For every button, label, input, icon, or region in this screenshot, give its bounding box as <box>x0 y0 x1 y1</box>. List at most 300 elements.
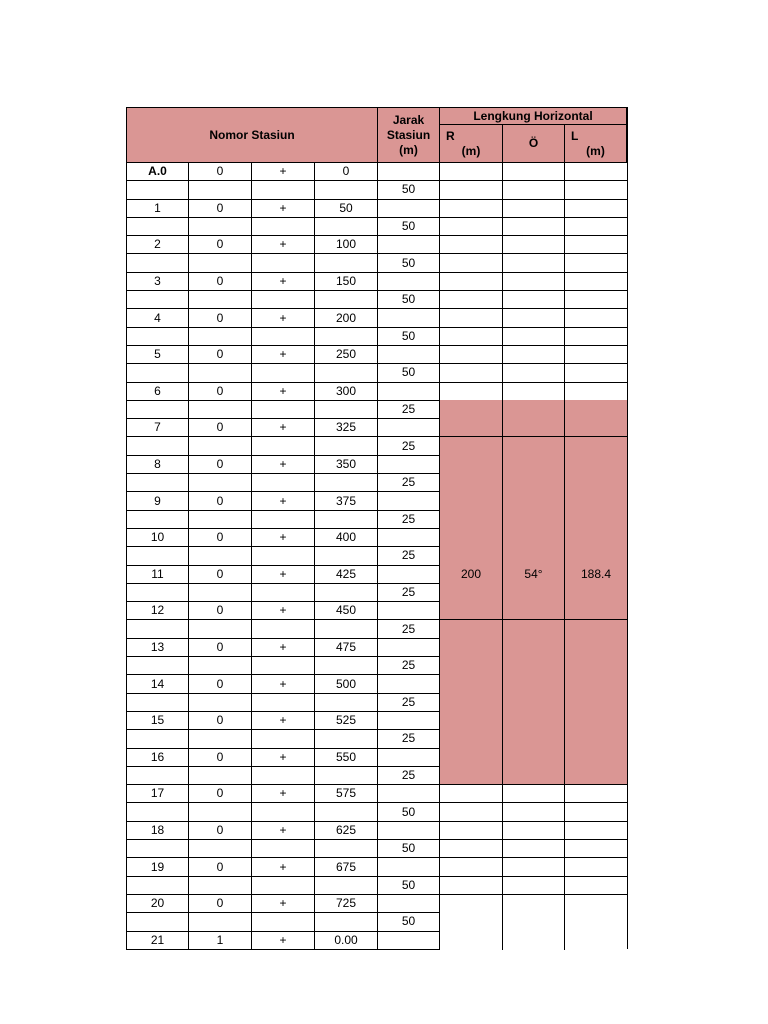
table-cell <box>314 821 377 840</box>
table-cell <box>126 565 188 584</box>
curve-cell <box>502 491 564 510</box>
table-cell <box>126 876 188 895</box>
curve-cell <box>502 217 564 236</box>
curve-cell <box>439 528 502 547</box>
cell-value: 0 <box>216 273 224 288</box>
distance-cell <box>377 857 439 876</box>
table-cell <box>188 748 251 767</box>
table-cell <box>314 693 377 712</box>
curve-cell <box>439 345 502 364</box>
distance-cell <box>377 766 439 785</box>
distance-cell <box>377 839 439 858</box>
table-cell <box>251 528 314 547</box>
cell-value: 0 <box>216 896 224 911</box>
curve-cell <box>564 876 627 895</box>
table-cell <box>188 656 251 675</box>
table-cell <box>188 491 251 510</box>
table-cell <box>251 510 314 529</box>
curve-cell <box>439 235 502 254</box>
cell-value: 13 <box>150 639 165 654</box>
curve-cell <box>564 583 627 602</box>
table-cell <box>126 711 188 730</box>
table-cell <box>251 235 314 254</box>
curve-cell <box>502 656 564 675</box>
distance-cell <box>377 400 439 419</box>
curve-cell <box>439 491 502 510</box>
cell-value: 150 <box>335 273 357 288</box>
table-cell <box>314 711 377 730</box>
curve-cell <box>502 400 564 419</box>
curve-cell <box>564 418 627 437</box>
table-cell <box>251 418 314 437</box>
cell-value: 21 <box>150 932 165 947</box>
curve-cell <box>564 345 627 364</box>
table-cell <box>126 528 188 547</box>
cell-value: + <box>279 273 287 288</box>
table-cell <box>126 345 188 364</box>
curve-cell <box>564 491 627 510</box>
cell-value: + <box>279 164 287 179</box>
table-cell <box>251 748 314 767</box>
distance-cell <box>377 711 439 730</box>
distance-value: 50 <box>401 804 416 819</box>
table-cell <box>251 766 314 785</box>
cell-value: 375 <box>335 493 357 508</box>
table-cell <box>251 784 314 803</box>
header-label: Nomor Stasiun <box>209 127 295 142</box>
curve-cell <box>564 912 627 931</box>
table-cell <box>251 876 314 895</box>
table-cell <box>126 857 188 876</box>
curve-cell <box>502 638 564 657</box>
cell-value: 475 <box>335 639 357 654</box>
distance-value: 50 <box>401 841 416 856</box>
cell-value: + <box>279 383 287 398</box>
curve-cell <box>564 565 627 584</box>
cell-value: 10 <box>150 530 165 545</box>
curve-cell <box>564 821 627 840</box>
curve-cell <box>502 382 564 401</box>
distance-cell <box>377 254 439 273</box>
table-cell <box>126 912 188 931</box>
cell-value: 0 <box>216 676 224 691</box>
header-jarak-line: Stasiun <box>386 127 431 142</box>
curve-cell <box>439 272 502 291</box>
table-cell <box>188 327 251 346</box>
table-cell <box>188 601 251 620</box>
curve-cell <box>564 400 627 419</box>
table-cell <box>251 437 314 456</box>
table-cell <box>188 510 251 529</box>
table-cell <box>251 546 314 565</box>
table-cell <box>314 327 377 346</box>
distance-cell <box>377 638 439 657</box>
table-cell <box>251 857 314 876</box>
table-cell <box>314 748 377 767</box>
distance-cell <box>377 784 439 803</box>
curve-cell <box>439 620 502 639</box>
table-cell <box>126 437 188 456</box>
curve-cell <box>502 803 564 822</box>
curve-cell <box>439 711 502 730</box>
distance-cell <box>377 327 439 346</box>
curve-cell <box>439 327 502 346</box>
cell-value: + <box>279 676 287 691</box>
cell-value: 675 <box>335 859 357 874</box>
table-cell <box>188 912 251 931</box>
curve-cell <box>439 546 502 565</box>
cell-value: + <box>279 822 287 837</box>
table-cell <box>314 217 377 236</box>
curve-cell <box>502 784 564 803</box>
curve-cell <box>439 894 502 913</box>
distance-cell <box>377 290 439 309</box>
curve-cell <box>439 217 502 236</box>
curve-value: 200 <box>460 566 482 581</box>
table-cell <box>188 803 251 822</box>
curve-cell <box>502 748 564 767</box>
table-cell <box>251 821 314 840</box>
table-cell <box>188 674 251 693</box>
curve-cell <box>439 693 502 712</box>
table-cell <box>126 894 188 913</box>
table-cell <box>314 345 377 364</box>
table-cell <box>251 693 314 712</box>
table-cell <box>126 931 188 950</box>
header-r <box>439 124 503 163</box>
distance-cell <box>377 803 439 822</box>
curve-cell <box>564 363 627 382</box>
curve-cell <box>502 180 564 199</box>
distance-cell <box>377 931 439 950</box>
table-cell <box>251 729 314 748</box>
curve-cell <box>502 894 564 913</box>
table-cell <box>188 620 251 639</box>
curve-cell <box>502 674 564 693</box>
curve-cell <box>439 455 502 474</box>
curve-cell <box>439 180 502 199</box>
curve-cell <box>439 674 502 693</box>
curve-cell <box>439 876 502 895</box>
table-cell <box>126 784 188 803</box>
header-nomor-stasiun <box>126 107 378 163</box>
table-cell <box>314 437 377 456</box>
cell-value: 0 <box>216 713 224 728</box>
table-cell <box>126 308 188 327</box>
curve-cell <box>502 693 564 712</box>
curve-value: 54° <box>524 566 543 581</box>
table-cell <box>314 272 377 291</box>
table-cell <box>126 327 188 346</box>
table-right-border <box>627 107 628 949</box>
table-cell <box>126 290 188 309</box>
table-cell <box>188 528 251 547</box>
curve-cell <box>439 583 502 602</box>
cell-value: 0 <box>342 164 350 179</box>
distance-value: 25 <box>401 402 416 417</box>
station-table <box>126 107 627 953</box>
cell-value: 7 <box>154 420 161 435</box>
curve-cell <box>564 254 627 273</box>
distance-value: 50 <box>401 292 416 307</box>
curve-cell <box>502 254 564 273</box>
table-cell <box>126 254 188 273</box>
table-cell <box>251 638 314 657</box>
cell-value: + <box>279 603 287 618</box>
distance-cell <box>377 583 439 602</box>
table-cell <box>126 382 188 401</box>
curve-cell <box>439 912 502 931</box>
curve-cell <box>502 199 564 218</box>
table-cell <box>188 418 251 437</box>
curve-cell <box>439 729 502 748</box>
table-cell <box>251 254 314 273</box>
table-cell <box>251 565 314 584</box>
distance-cell <box>377 620 439 639</box>
table-cell <box>126 510 188 529</box>
table-cell <box>126 199 188 218</box>
cell-value: 19 <box>150 859 165 874</box>
distance-value: 50 <box>401 328 416 343</box>
table-cell <box>314 455 377 474</box>
curve-cell <box>502 363 564 382</box>
distance-cell <box>377 821 439 840</box>
cell-value: 20 <box>150 896 165 911</box>
curve-cell <box>439 857 502 876</box>
header-jarak-stasiun <box>377 107 440 163</box>
distance-cell <box>377 217 439 236</box>
curve-cell <box>564 217 627 236</box>
table-cell <box>126 839 188 858</box>
table-cell <box>314 839 377 858</box>
cell-value: 12 <box>150 603 165 618</box>
table-cell <box>251 912 314 931</box>
table-cell <box>314 638 377 657</box>
curve-cell <box>502 620 564 639</box>
table-cell <box>251 931 314 950</box>
curve-cell <box>564 711 627 730</box>
cell-value: + <box>279 530 287 545</box>
curve-cell <box>564 931 627 950</box>
cell-value: 3 <box>154 273 161 288</box>
curve-cell <box>564 656 627 675</box>
curve-cell <box>439 638 502 657</box>
curve-cell <box>439 437 502 456</box>
table-cell <box>251 382 314 401</box>
cell-value: 0 <box>216 237 224 252</box>
cell-value: 575 <box>335 786 357 801</box>
curve-cell <box>439 199 502 218</box>
table-cell <box>188 254 251 273</box>
table-cell <box>314 601 377 620</box>
curve-cell <box>439 162 502 181</box>
table-cell <box>126 674 188 693</box>
curve-cell <box>439 308 502 327</box>
curve-cell <box>564 784 627 803</box>
curve-value: 188.4 <box>580 566 612 581</box>
curve-cell <box>564 894 627 913</box>
table-cell <box>126 821 188 840</box>
cell-value: 0 <box>216 164 224 179</box>
curve-cell <box>564 162 627 181</box>
table-cell <box>188 272 251 291</box>
header-l-bot: (m) <box>586 144 605 158</box>
curve-cell <box>564 455 627 474</box>
table-cell <box>314 180 377 199</box>
distance-cell <box>377 656 439 675</box>
table-cell <box>188 565 251 584</box>
distance-cell <box>377 912 439 931</box>
table-cell <box>251 601 314 620</box>
cell-value: + <box>279 310 287 325</box>
table-cell <box>314 876 377 895</box>
distance-cell <box>377 876 439 895</box>
distance-cell <box>377 363 439 382</box>
curve-cell <box>502 345 564 364</box>
cell-value: + <box>279 566 287 581</box>
curve-cell <box>502 766 564 785</box>
cell-value: 0 <box>216 603 224 618</box>
table-cell <box>314 583 377 602</box>
table-cell <box>314 308 377 327</box>
table-cell <box>188 199 251 218</box>
cell-value: 0 <box>216 310 224 325</box>
distance-value: 50 <box>401 255 416 270</box>
curve-cell <box>439 290 502 309</box>
table-cell <box>251 894 314 913</box>
table-cell <box>188 382 251 401</box>
table-cell <box>251 290 314 309</box>
table-cell <box>251 674 314 693</box>
distance-cell <box>377 162 439 181</box>
table-cell <box>314 254 377 273</box>
cell-value: + <box>279 713 287 728</box>
table-cell <box>126 400 188 419</box>
curve-cell <box>502 510 564 529</box>
curve-cell <box>439 748 502 767</box>
header-delta <box>502 124 565 163</box>
cell-value: 1 <box>154 200 161 215</box>
cell-value: 0 <box>216 786 224 801</box>
table-cell <box>126 766 188 785</box>
distance-cell <box>377 345 439 364</box>
table-cell <box>314 803 377 822</box>
table-cell <box>188 729 251 748</box>
curve-cell <box>502 601 564 620</box>
curve-cell <box>502 839 564 858</box>
curve-cell <box>502 272 564 291</box>
table-cell <box>188 784 251 803</box>
distance-cell <box>377 235 439 254</box>
curve-cell <box>502 821 564 840</box>
table-cell <box>188 473 251 492</box>
cell-value: + <box>279 200 287 215</box>
table-cell <box>314 894 377 913</box>
distance-cell <box>377 180 439 199</box>
distance-cell <box>377 546 439 565</box>
curve-cell <box>564 839 627 858</box>
table-cell <box>188 162 251 181</box>
cell-value: 0 <box>216 530 224 545</box>
curve-cell <box>502 876 564 895</box>
table-cell <box>126 162 188 181</box>
table-cell <box>251 803 314 822</box>
curve-cell <box>439 382 502 401</box>
distance-value: 25 <box>401 475 416 490</box>
cell-value: + <box>279 420 287 435</box>
header-label: Lengkung Horizontal <box>473 108 593 123</box>
table-cell <box>188 217 251 236</box>
cell-value: 0 <box>216 420 224 435</box>
table-cell <box>126 217 188 236</box>
distance-value: 25 <box>401 438 416 453</box>
distance-value: 25 <box>401 585 416 600</box>
distance-cell <box>377 528 439 547</box>
table-cell <box>188 839 251 858</box>
distance-value: 25 <box>401 694 416 709</box>
distance-cell <box>377 199 439 218</box>
curve-cell <box>439 565 502 584</box>
cell-value: 525 <box>335 713 357 728</box>
curve-cell <box>502 455 564 474</box>
cell-value: 0 <box>216 347 224 362</box>
cell-value: 0.00 <box>334 932 358 947</box>
curve-cell <box>564 638 627 657</box>
table-cell <box>188 437 251 456</box>
cell-value: 500 <box>335 676 357 691</box>
curve-cell <box>502 931 564 950</box>
curve-cell <box>564 546 627 565</box>
table-cell <box>126 491 188 510</box>
table-cell <box>126 546 188 565</box>
table-cell <box>188 583 251 602</box>
table-cell <box>251 711 314 730</box>
cell-value: 0 <box>216 383 224 398</box>
curve-cell <box>439 784 502 803</box>
cell-value: 0 <box>216 749 224 764</box>
header-lengkung-horizontal <box>439 107 627 125</box>
cell-value: + <box>279 237 287 252</box>
header-r-top: R <box>446 129 455 143</box>
cell-value: 1 <box>216 932 224 947</box>
table-cell <box>314 400 377 419</box>
table-cell <box>126 601 188 620</box>
table-cell <box>188 711 251 730</box>
table-cell <box>314 656 377 675</box>
curve-cell <box>502 565 564 584</box>
curve-cell <box>502 308 564 327</box>
distance-value: 25 <box>401 548 416 563</box>
table-cell <box>314 857 377 876</box>
cell-value: + <box>279 347 287 362</box>
curve-cell <box>439 821 502 840</box>
distance-cell <box>377 418 439 437</box>
cell-value: 100 <box>335 237 357 252</box>
curve-cell <box>439 766 502 785</box>
table-cell <box>251 345 314 364</box>
table-cell <box>188 345 251 364</box>
curve-cell <box>564 729 627 748</box>
table-cell <box>126 180 188 199</box>
table-cell <box>188 693 251 712</box>
distance-cell <box>377 491 439 510</box>
table-cell <box>314 473 377 492</box>
table-cell <box>188 308 251 327</box>
cell-value: 200 <box>335 310 357 325</box>
table-cell <box>126 693 188 712</box>
cell-value: 9 <box>154 493 161 508</box>
table-cell <box>126 583 188 602</box>
